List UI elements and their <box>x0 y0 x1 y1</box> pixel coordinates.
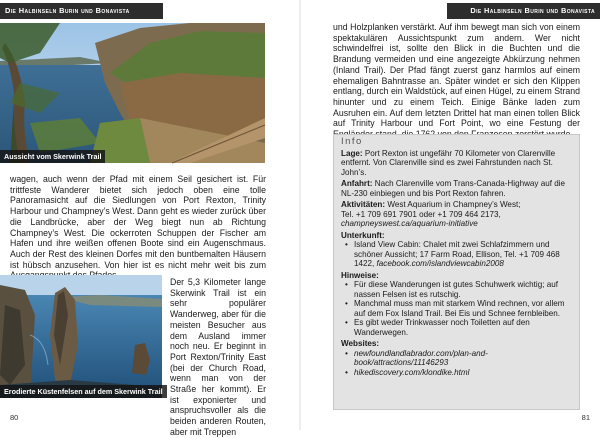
hinweise-label: Hinweise: <box>341 270 379 280</box>
unterkunft-item <box>341 240 572 269</box>
aktivitaeten-tel: Tel. +1 709 691 7901 oder +1 709 464 2173, <box>341 209 501 219</box>
left-page <box>0 0 300 437</box>
info-anfahrt <box>341 179 572 198</box>
info-lage <box>341 149 572 178</box>
body-paragraph-1: wagen, auch wenn der Pfad mit einem Seil gesichert ist. Für trittfeste Wanderer bietet sich jedoch oben eine tolle Panoramasicht auf die Siedlungen von Port Rexton, Trinity Harbour und Champney’s West. Dann geht es wieder zurück über die Landbrücke, aber der Weg biegt nun ab Richtung Champney’s West. Die ockerroten Schuppen der Fischer am Hafen und ihre weißen offenen Boote sind ein Augenschmaus. Auch der Rest des kleinen Dorfes mit den buntbemalten Häusern ist hübsch anzusehen. Von hier ist es nicht mehr weit bis zum <box>10 174 266 270</box>
body-paragraph-right: und Holzplanken verstärkt. Auf ihm bewegt man sich von einem spektakulären Aussichtspunkt zum andern. Wer nicht schwindelfrei ist, sollte den Blick in die Buchten und die Brandung vermeiden und eine angezeigte Abkürzung nehmen (Inland Trail). Der Pfad fängt zuerst ganz harmlos auf einem ehemaligen Bahntrasse an. Später windet er sich den Klippen entlang, durch ein Waldstück, auf einen Hügel, zu einem Strand hinunter und zu einem Teich. Einige Bänke laden zum Ausruhen ein. Auf dem letzten Drittel hat man einen tollen Blick auf Trinity Harbour und Fort Point, wo eine Festung der <box>333 22 580 129</box>
info-aktivitaeten <box>341 200 572 229</box>
body-paragraph-2: Der 5,3 Kilometer lange Skerwink Trail ist ein sehr populärer Wanderweg, aber für die meisten Besucher aus dem Ausland immer noch neu. Er beginnt in Port Rexton/Trinity East (bei der Church Road, wenn man von der Straße her kommt). Er ist exponierter und anspruchsvoller als die beiden anderen Routen, aber mit Treppen <box>170 277 266 437</box>
unterkunft-url[interactable]: facebook.com/islandviewcabin2008 <box>376 259 504 268</box>
aktivitaeten-label: Aktivitäten: <box>341 200 386 209</box>
aktivitaeten-text: West Aquarium in Champney’s West; <box>387 200 521 209</box>
websites-label: Websites: <box>341 339 380 348</box>
hinweis-item: • Manchmal muss man mit starkem Wind rechnen, vor allem auf dem Fox Island Trail. Bei Eis und Schnee fernbleiben. <box>341 299 572 318</box>
hinweis-item: • Für diese Wanderungen ist gutes Schuhwerk wichtig; auf nassen Felsen ist es rutschig. <box>341 280 572 299</box>
running-head-left: Die Halbinseln Burin und Bonavista <box>0 3 163 19</box>
website-link[interactable]: • newfoundlandlabrador.com/plan-and-book/attractions/11146293 <box>341 349 572 368</box>
anfahrt-label: Anfahrt: <box>341 179 373 188</box>
running-head-right: Die Halbinseln Burin und Bonavista <box>447 3 600 19</box>
hinweis-item: • Es gibt weder Trinkwasser noch Toiletten auf den Wanderwegen. <box>341 318 572 337</box>
unterkunft-text: Island View Cabin: Chalet mit zwei Schlafzimmern und schöner Aussicht; 17 Farm Road, Ellison, <box>354 240 550 259</box>
page-number: 80 <box>10 413 19 422</box>
right-page <box>300 0 600 430</box>
anfahrt-text: Nach Clarenville vom Trans-Canada-Highway auf die NL-230 einbiegen und bis Port Rexton fahren. <box>341 179 566 198</box>
unterkunft-label: Unterkunft: <box>341 230 385 240</box>
lage-text: Port Rexton ist ungefähr 70 Kilometer von Clarenville entfernt. Von Clarenville sind es zwei Fahrstunden nach St. John’s. <box>341 148 556 177</box>
website-link[interactable]: • hikediscovery.com/klondike.html <box>341 368 572 378</box>
lage-label: Lage: <box>341 148 363 158</box>
photo-caption: Aussicht vom Skerwink Trail <box>0 150 105 163</box>
info-box <box>333 134 580 410</box>
page-number: 81 <box>581 413 590 422</box>
info-title: Info <box>341 136 363 147</box>
photo-skerwink-view <box>0 23 265 163</box>
aktivitaeten-url[interactable]: champneyswest.ca/aquarium-initiative <box>341 219 478 228</box>
photo-caption: Erodierte Küstenfelsen auf dem Skerwink Trail <box>0 385 167 398</box>
unterkunft-tel: Tel. +1 709 468 1422, <box>354 249 560 268</box>
photo-eroded-rocks <box>0 275 162 398</box>
